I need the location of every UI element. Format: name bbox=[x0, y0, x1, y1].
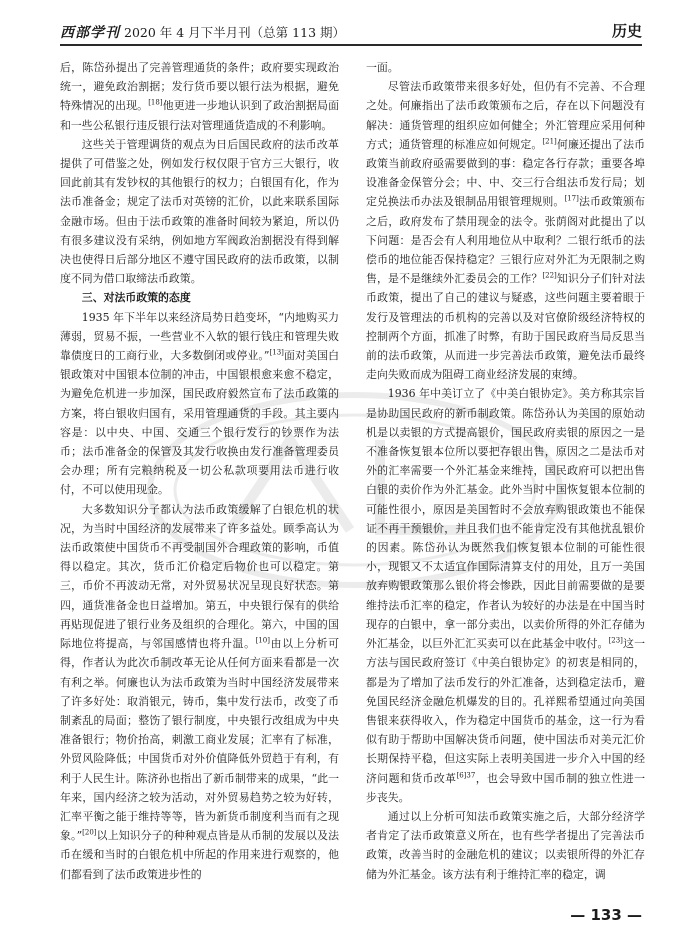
citation-ref: [17] bbox=[564, 194, 579, 203]
text-run: 一面。 bbox=[366, 61, 399, 74]
citation-ref: [18] bbox=[148, 98, 163, 107]
citation-ref: [23] bbox=[608, 636, 623, 645]
citation-ref: [22] bbox=[542, 271, 557, 280]
issue-info: 2020 年 4 月下半月刊（总第 113 期） bbox=[124, 25, 345, 40]
text-run: 大多数知识分子都认为法币政策缓解了白银危机的状况，为当时中国经济的发展带来了许多益处。顾季高认为法币政策使中国货币不再受制国外合理政策的影响，币值得以稳定。其次，货币汇价稳定后物价也可以稳定。第三，币价不再波动无常，对外贸易状况呈现良好状态。第四，通货准备金也日益增加。第五，中央银行保有的供给再贴现促进了银行业务及组织的合理化。第六，中国的国际地位将提高，与邻国感情也将升温。 bbox=[60, 502, 339, 651]
text-run: 三、对法币政策的态度 bbox=[81, 291, 191, 305]
section-title: 历史 bbox=[611, 22, 642, 40]
paragraph bbox=[60, 308, 339, 500]
text-run: 面对美国白银政策对中国银本位制的冲击，中国银根愈来愈不稳定，为避免危机进一步加深，国民政府毅然宣布了法币政策的方案，将白银收归国有，采用管理通货的手段。其主要内容是：以中央、中国、交通三个银行发行的钞票作为法币；法币准备金的保管及其发行收换由发行准备管理委员会办理；所有完粮纳税及一切公私款项要用法币进行收付，不可以使用现金。 bbox=[60, 349, 339, 497]
text-run: 1936 年中美订立了《中美白银协定》。美方称其宗旨是协助国民政府的新币制政策。陈岱孙认为美国的原始动机是以卖银的方式提高银价，国民政府卖银的原因之一是不准备恢复银本位所以要把存银出售，原因之二是法币对外的汇率需要一个外汇基金来维持，国民政府可以把出售白银的卖价作为外汇基金。此外当时中国恢复银本位制的可能性很小，原因是美国暂时不会放弃购银政策也不能保证不再干预银价，并且我们也不能肯定没有其他扰乱银价的因素。陈岱孙认为既然我们恢复银本位制的可能性很小，现银又不太适宜作国际清算支付的用处，且万一美国放弃购银政策那么银价将会惨跌，因此目前需要做的是要维持法币汇率的稳定，作者认为较好的办法是在中国当时现存的白银中，拿一部分卖出，以卖价所得的外汇存储为外汇基金，以巨外汇汇买卖可以在此基金中收付。 bbox=[366, 387, 645, 651]
text-run: 这些关于管理调货的观点为日后国民政府的法币改革提供了可借鉴之处，例如发行权仅限于官方三大银行，收回此前其有发钞权的其他银行的权力；白银国有化，作为法币准备金；规定了法币对英镑的汇价，以此来联系国际金融市场。但由于法币政策的准备时间较为紧迫，所以仍有很多建议没有采纳，例如地方军阀政治割据没有得到解决也使得日后部分地区不遵守国民政府的法币政策，以制度不同为借口取缔法币政策。 bbox=[60, 137, 339, 286]
text-run: 这一方法与国民政府签订《中美白银协定》的初衷是相同的，都是为了增加了法币发行的外汇准备，达到稳定法币，避免国民经济金融危机爆发的目的。孔祥熙希望通过向美国售银来获得收入，作为稳定中国货币的基金，这一行为看似有助于帮助中国解决货币问题，使中国法币对美元汇价长期保持平稳，但这实际上表明美国进一步介入中国的经济问题和货币改革 bbox=[366, 637, 645, 785]
page-header bbox=[60, 18, 642, 46]
section-heading bbox=[60, 288, 339, 307]
text-run: 通过以上分析可知法币政策实施之后，大部分经济学者肯定了法币政策意义所在，也有些学者提出了完善法币政策，改善当时的金融危机的建议；以卖银所得的外汇存储为外汇基金。该方法有利于维持汇率的稳定，调 bbox=[366, 809, 645, 881]
right-column bbox=[366, 58, 645, 898]
text-run: 他更进一步地认识到了政治割据局面和一些公私银行违反银行法对管理通货造成的不利影响。 bbox=[60, 99, 339, 132]
text-run: 1935 年下半年以来经济局势日趋变坏，“内地购买力薄弱，贸易不振，一些营业不入软的银行钱庄和管理失败靠债度日的工商行业，大多数倒闭或停业。” bbox=[60, 310, 339, 363]
paragraph bbox=[60, 135, 339, 289]
citation-ref: [6]37 bbox=[456, 770, 476, 779]
text-run: 尽管法币政策带来很多好处，但仍有不完善、不合理之处。何廉指出了法币政策颁布之后，存在以下问题没有解决：通货管理的组织应如何健全；外汇管理应采用何种方式；通货管理的标准应如何规定。 bbox=[366, 80, 645, 151]
paragraph bbox=[366, 77, 645, 384]
page-number: — 133 — bbox=[570, 906, 642, 924]
paragraph bbox=[366, 384, 645, 806]
text-run: 知识分子们针对法币政策，提出了自己的建议与疑惑，这些问题主要着眼于发行及管理法的币机构的完善以及对官僚阶级经济特权的控制两个方面，抓准了时弊，有助于国民政府当局反思当前的法币政策，从而进一步完善法币政策，避免法币最终走向失败而成为阻碍工商业经济发展的束缚。 bbox=[366, 272, 645, 382]
text-run: ，也会导致中国币制的独立性进一步丧失。 bbox=[366, 771, 645, 804]
citation-ref: [20] bbox=[82, 828, 97, 837]
paragraph bbox=[60, 500, 339, 884]
paragraph bbox=[60, 58, 339, 135]
left-column bbox=[60, 58, 339, 898]
citation-ref: [13] bbox=[269, 348, 284, 357]
text-run: 何廉还提出了法币政策当前政府亟需要做到的事：稳定各行存款；重要各埠设准备金保管分会；中、中、交三行合组法币发行局；划定兑换法币办法及银制品用银管理规则。 bbox=[366, 137, 645, 209]
journal-logo: 西部学刊 bbox=[60, 25, 120, 41]
text-run: 后，陈岱孙提出了完善管理通货的条件；政府要实现政治统一，避免政治割据；发行货币要以银行法为根据，避免特殊情况的出现。 bbox=[60, 61, 339, 113]
citation-ref: [10] bbox=[255, 636, 270, 645]
journal-title bbox=[60, 22, 345, 42]
citation-ref: [21] bbox=[542, 137, 557, 146]
text-run: 由以上分析可得，作者认为此次币制改革无论从任何方面来看都是一次有利之举。何廉也认为法币政策为当时中国经济发展带来了许多好处：取消银元，铸币，集中发行法币，改变了币制紊乱的局面；整饬了银行制度，中央银行改组成为中央准备银行；物价抬高，刺激工商业发展；汇率有了标准，外贸风险降低；中国货币对外价值降低外贸趋于有利，有利于人民生计。陈济孙也指出了新币制带来的成果，“此一年来，国内经济之较为活动，对外贸易趋势之较为好转，汇率平衡之能于维持等等，皆为新货币制度利当而有之现象。” bbox=[60, 637, 339, 843]
paragraph bbox=[366, 58, 645, 77]
paragraph bbox=[366, 807, 645, 884]
text-run: 以上知识分子的种种观点皆是从币制的发展以及法币在缓和当时的白银危机中所起的作用来进行观察的，他们都看到了法币政策进步性的 bbox=[60, 829, 339, 881]
text-run: 法币政策颁布之后，政府发布了禁用现金的法令。张荫阁对此提出了以下问题：是否会有人利用地位从中取利？二银行纸币的法偿币的地位能否保持稳定？三银行应对外汇为无限制之购售，是不是继续外汇委员会的工作？ bbox=[366, 195, 645, 286]
